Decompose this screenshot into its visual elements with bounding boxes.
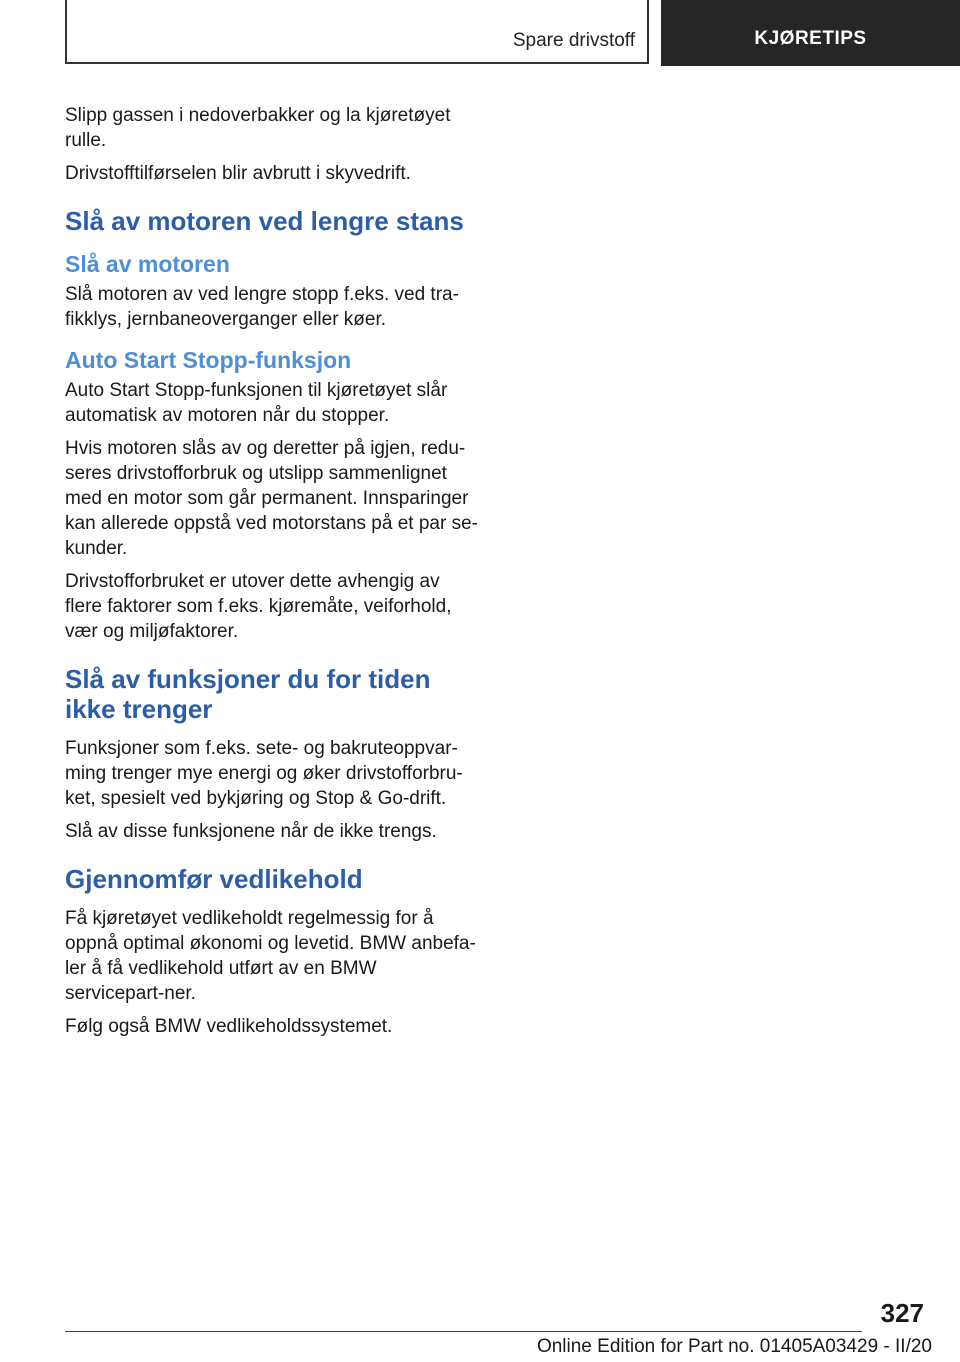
paragraph: Slå motoren av ved lengre stopp f.eks. ved tra-fikklys, jernbaneoverganger eller køer. (65, 284, 459, 330)
section-tab (65, 0, 649, 64)
edition-note: Online Edition for Part no. 01405A03429 - II/20 (536, 1336, 932, 1357)
paragraph: Hvis motoren slås av og deretter på igjen, redu-seres drivstofforbruk og utslipp sammenlignet med en motor som går permanent. Innsparinger kan allerede oppstå ved motorstans på et par se-kunder. (65, 438, 478, 559)
chapter-tab: KJØRETIPS (661, 0, 960, 66)
footer-divider (65, 1331, 862, 1332)
paragraph: Auto Start Stopp-funksjonen til kjøretøyet slår automatisk av motoren når du stopper. (65, 380, 448, 426)
main-content (65, 103, 480, 1047)
heading-functions: Slå av funksjoner du for tiden ikke trenger (65, 664, 431, 724)
subheading-engine-off: Slå av motoren (65, 251, 230, 277)
page-header (0, 0, 960, 66)
paragraph: Drivstofftilførselen blir avbrutt i skyvedrift. (65, 163, 411, 184)
paragraph: Få kjøretøyet vedlikeholdt regelmessig for å oppnå optimal økonomi og levetid. BMW anbefa-ler å få vedlikehold utført av en BMW servicepart-ner. (65, 908, 476, 1004)
heading-stop: Slå av motoren ved lengre stans (65, 206, 464, 236)
paragraph: Funksjoner som f.eks. sete- og bakruteoppvar-ming trenger mye energi og øker drivstofforbru-ket, spesielt ved bykjøring og Stop & Go-drift. (65, 738, 463, 809)
paragraph: Følg også BMW vedlikeholdssystemet. (65, 1016, 393, 1037)
page-number: 327 (880, 1298, 924, 1328)
section-title: Spare drivstoff (512, 30, 635, 51)
paragraph: Slå av disse funksjonene når de ikke trengs. (65, 821, 437, 842)
paragraph: Slipp gassen i nedoverbakker og la kjøretøyet rulle. (65, 105, 451, 151)
heading-maintenance: Gjennomfør vedlikehold (65, 864, 363, 894)
paragraph: Drivstofforbruket er utover dette avhengig av flere faktorer som f.eks. kjøremåte, veiforhold, vær og miljøfaktorer. (65, 571, 452, 642)
subheading-auto-start: Auto Start Stopp-funksjon (65, 347, 352, 373)
